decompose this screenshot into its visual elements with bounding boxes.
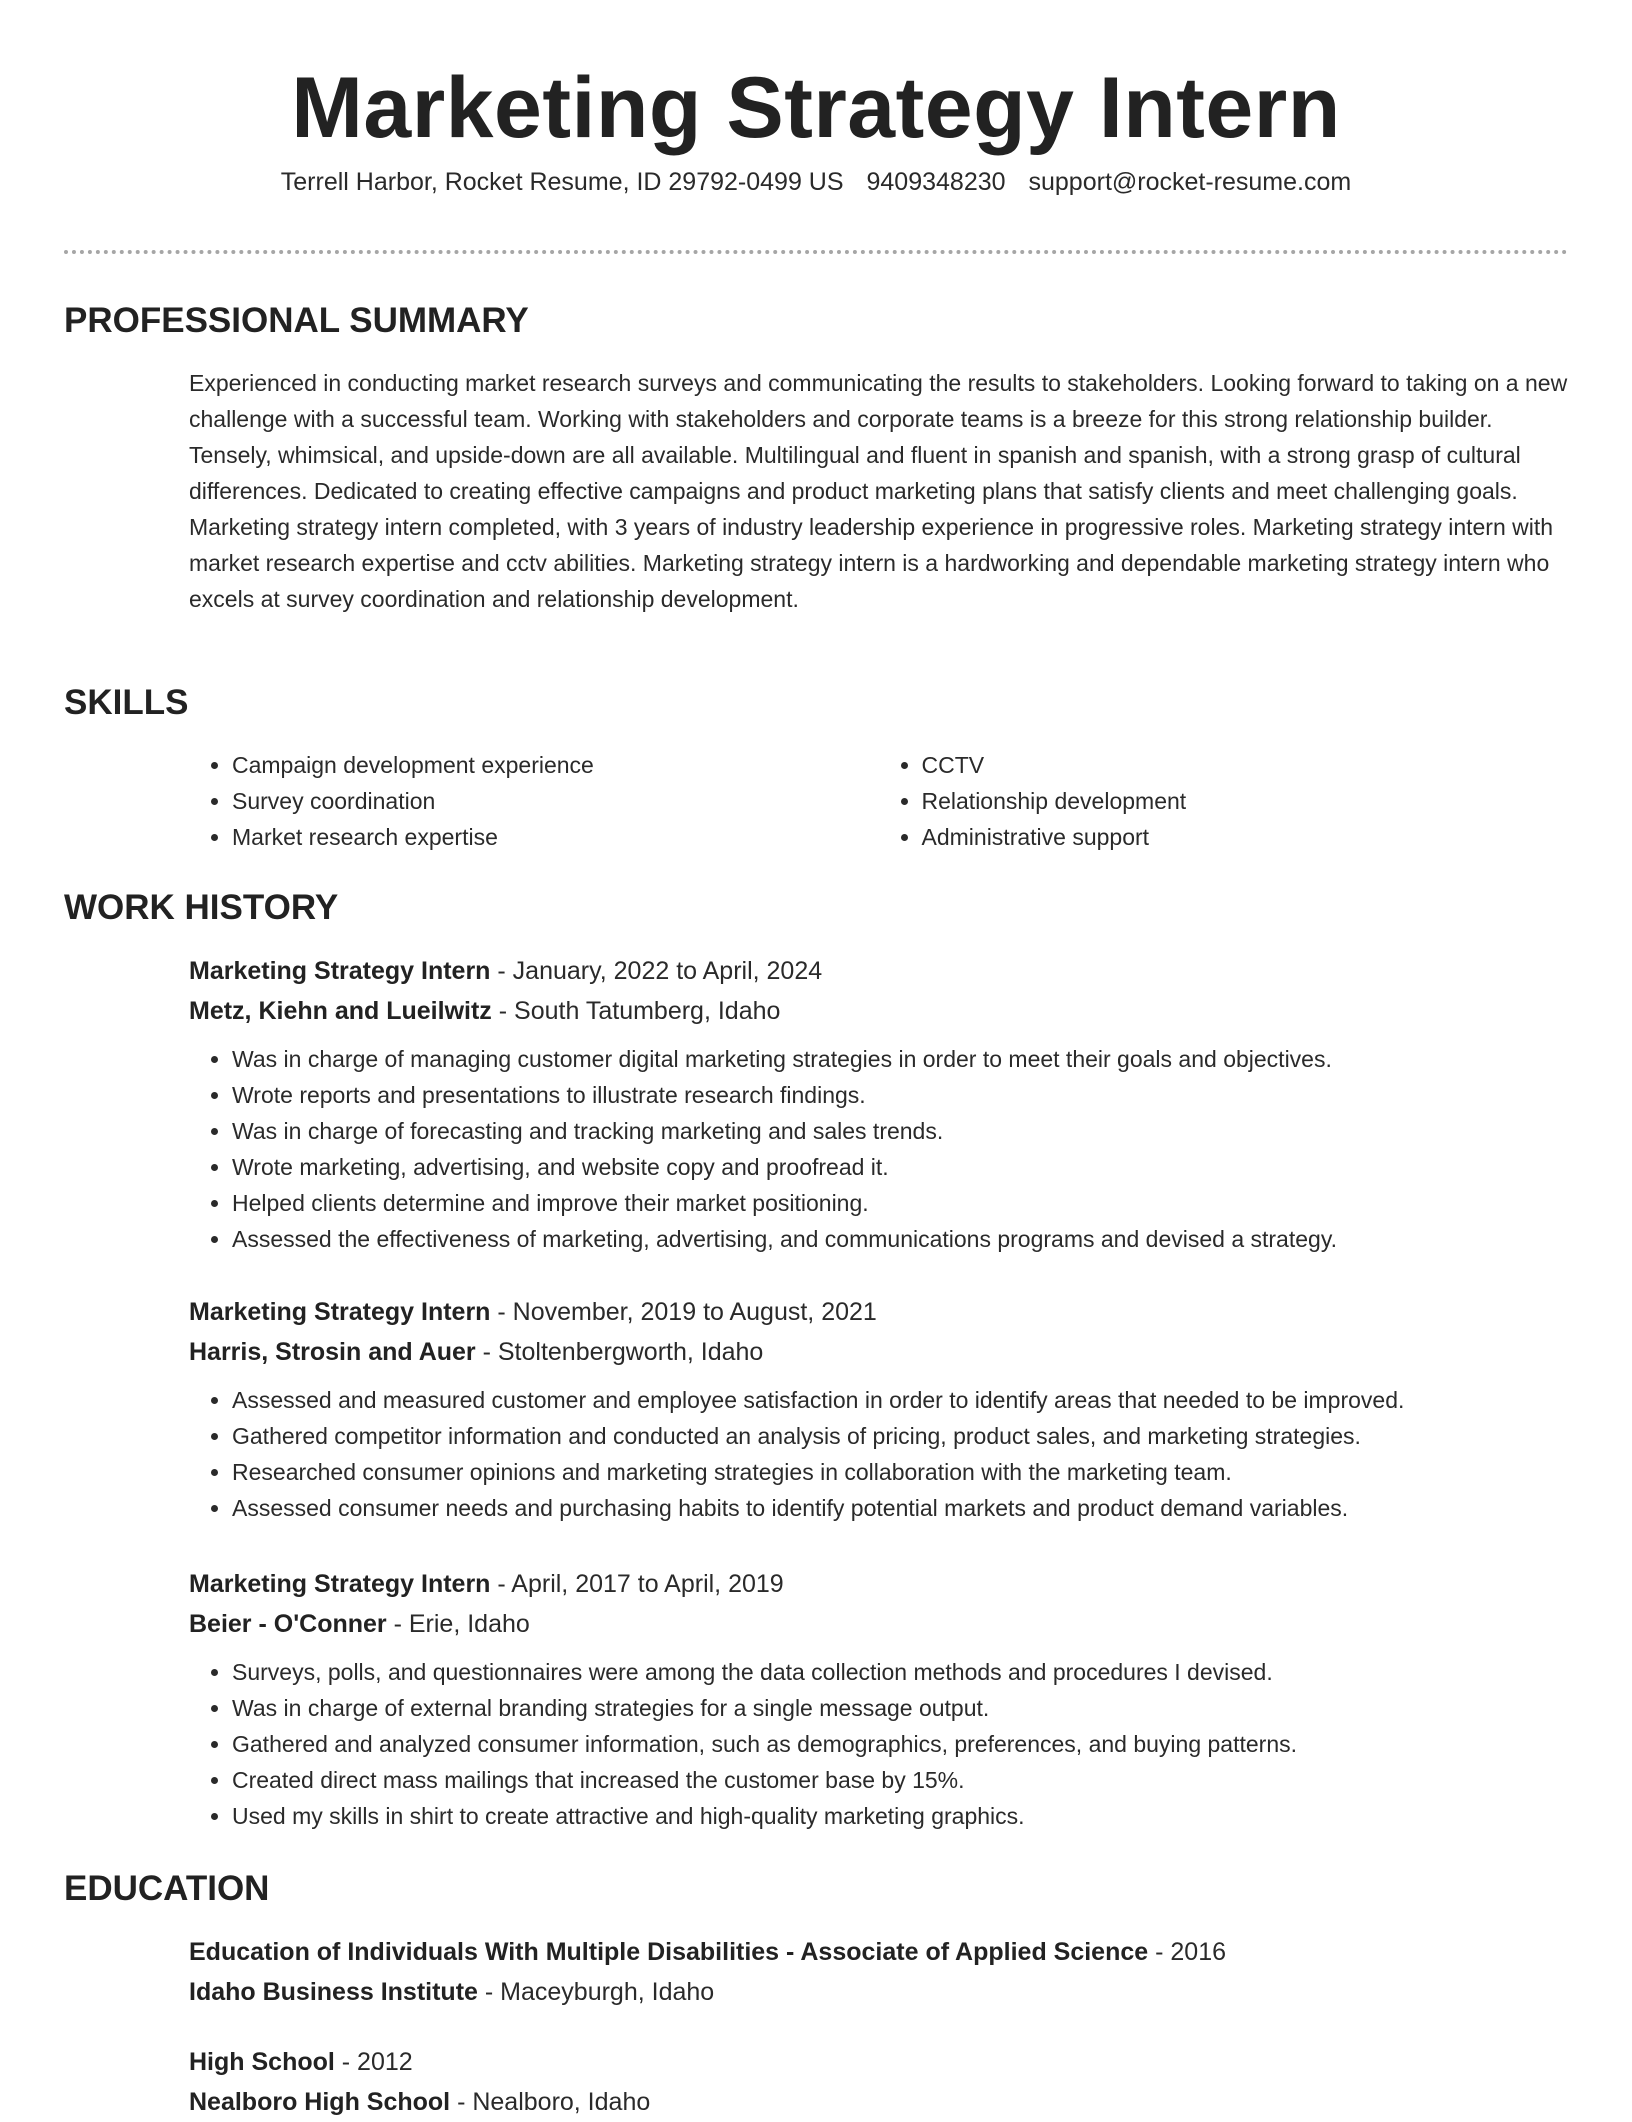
job-company-line <box>189 1332 1568 1372</box>
job-bullet: • Wrote reports and presentations to illustrate research findings. <box>232 1077 1568 1113</box>
skill-item: • Market research expertise <box>232 819 879 855</box>
header-divider <box>64 250 1568 254</box>
job-title-line <box>189 1292 1568 1332</box>
job-dates: - April, 2017 to April, 2019 <box>490 1570 784 1598</box>
job-bullet: • Created direct mass mailings that increased the customer base by 15%. <box>232 1762 1568 1798</box>
job-bullet: • Gathered competitor information and conducted an analysis of pricing, product sales, and marketing strategies. <box>232 1418 1568 1454</box>
job-bullet: • Was in charge of forecasting and tracking marketing and sales trends. <box>232 1113 1568 1149</box>
job-bullets <box>189 1041 1568 1257</box>
job-bullet: • Wrote marketing, advertising, and website copy and proofread it. <box>232 1149 1568 1185</box>
skills-heading: SKILLS <box>64 683 189 722</box>
job-company: Beier - O'Conner <box>189 1610 387 1638</box>
degree-name: High School <box>189 2048 335 2076</box>
job-dates: - January, 2022 to April, 2024 <box>490 957 823 985</box>
skills-list <box>189 747 1568 855</box>
job-title: Marketing Strategy Intern <box>189 957 491 985</box>
skills-column-left <box>189 747 879 855</box>
job-location: - Erie, Idaho <box>386 1610 530 1638</box>
job-bullet: • Assessed consumer needs and purchasing habits to identify potential markets and product demand variables. <box>232 1490 1568 1526</box>
school-name: Idaho Business Institute <box>189 1978 478 2006</box>
job-bullets <box>189 1654 1568 1834</box>
skills-column-right <box>879 747 1569 855</box>
contact-line <box>0 166 1632 198</box>
degree-year: - 2016 <box>1148 1938 1227 1966</box>
job-title: Marketing Strategy Intern <box>189 1298 491 1326</box>
degree-line <box>189 2042 1568 2082</box>
job-bullets <box>189 1382 1568 1526</box>
contact-address: Terrell Harbor, Rocket Resume, ID 29792-0499 US <box>280 168 844 196</box>
school-line <box>189 1972 1568 2012</box>
degree-year: - 2012 <box>334 2048 413 2076</box>
summary-text: Experienced in conducting market research surveys and communicating the results to stakeholders. Looking forward to taking on a new challenge with a successful team. Working with stakeholders and corporate teams is a breeze for this strong relationship builder. Tensely, whimsical, and upside-down are all available. Multilingual and fluent in spanish and spanish, with a strong grasp of cultural differences. Dedicated to creating effective campaigns and product marketing plans that satisfy clients and meet challenging goals. Marketing strategy intern completed, with 3 years of industry leadership experience in progressive roles. Marketing strategy intern with market research expertise and cctv abilities. Marketing strategy intern is a hardworking and dependable marketing strategy intern who excels at survey coordination and relationship development. <box>189 370 1568 612</box>
job-bullet: • Surveys, polls, and questionnaires were among the data collection methods and procedures I devised. <box>232 1654 1568 1690</box>
job-bullet: • Researched consumer opinions and marketing strategies in collaboration with the marketing team. <box>232 1454 1568 1490</box>
education-heading: EDUCATION <box>64 1869 270 1908</box>
job-location: - South Tatumberg, Idaho <box>491 997 781 1025</box>
skill-item: • Relationship development <box>922 783 1569 819</box>
contact-email: support@rocket-resume.com <box>1028 168 1352 196</box>
job-entry <box>189 951 1568 1257</box>
school-location: - Maceyburgh, Idaho <box>477 1978 715 2006</box>
job-dates: - November, 2019 to August, 2021 <box>490 1298 877 1326</box>
job-bullet: • Gathered and analyzed consumer information, such as demographics, preferences, and buying patterns. <box>232 1726 1568 1762</box>
school-location: - Nealboro, Idaho <box>450 2088 651 2116</box>
summary-section <box>189 365 1568 617</box>
job-location: - Stoltenbergworth, Idaho <box>475 1338 764 1366</box>
job-company-line <box>189 991 1568 1031</box>
summary-heading: PROFESSIONAL SUMMARY <box>64 301 529 340</box>
job-title-line <box>189 1564 1568 1604</box>
job-entry <box>189 1292 1568 1526</box>
job-title-line <box>189 951 1568 991</box>
job-company-line <box>189 1604 1568 1644</box>
skill-item: • CCTV <box>922 747 1569 783</box>
job-title: Marketing Strategy Intern <box>189 1570 491 1598</box>
degree-line <box>189 1932 1568 1972</box>
degree-name: Education of Individuals With Multiple Disabilities - Associate of Applied Science <box>189 1938 1149 1966</box>
resume-name: Marketing Strategy Intern <box>291 60 1341 156</box>
job-company: Metz, Kiehn and Lueilwitz <box>189 997 492 1025</box>
job-bullet: • Helped clients determine and improve their market positioning. <box>232 1185 1568 1221</box>
job-bullet: • Assessed and measured customer and employee satisfaction in order to identify areas that needed to be improved. <box>232 1382 1568 1418</box>
job-bullet: • Assessed the effectiveness of marketing, advertising, and communications programs and devised a strategy. <box>232 1221 1568 1257</box>
skill-item: • Campaign development experience <box>232 747 879 783</box>
skill-item: • Administrative support <box>922 819 1569 855</box>
work-history-heading: WORK HISTORY <box>64 888 339 927</box>
job-entry <box>189 1564 1568 1834</box>
education-entry <box>189 1932 1568 2012</box>
education-entry <box>189 2042 1568 2122</box>
contact-phone: 9409348230 <box>866 168 1006 196</box>
school-line <box>189 2082 1568 2122</box>
job-bullet: • Was in charge of external branding strategies for a single message output. <box>232 1690 1568 1726</box>
job-company: Harris, Strosin and Auer <box>189 1338 476 1366</box>
job-bullet: • Was in charge of managing customer digital marketing strategies in order to meet their goals and objectives. <box>232 1041 1568 1077</box>
skill-item: • Survey coordination <box>232 783 879 819</box>
job-bullet: • Used my skills in shirt to create attractive and high-quality marketing graphics. <box>232 1798 1568 1834</box>
school-name: Nealboro High School <box>189 2088 451 2116</box>
